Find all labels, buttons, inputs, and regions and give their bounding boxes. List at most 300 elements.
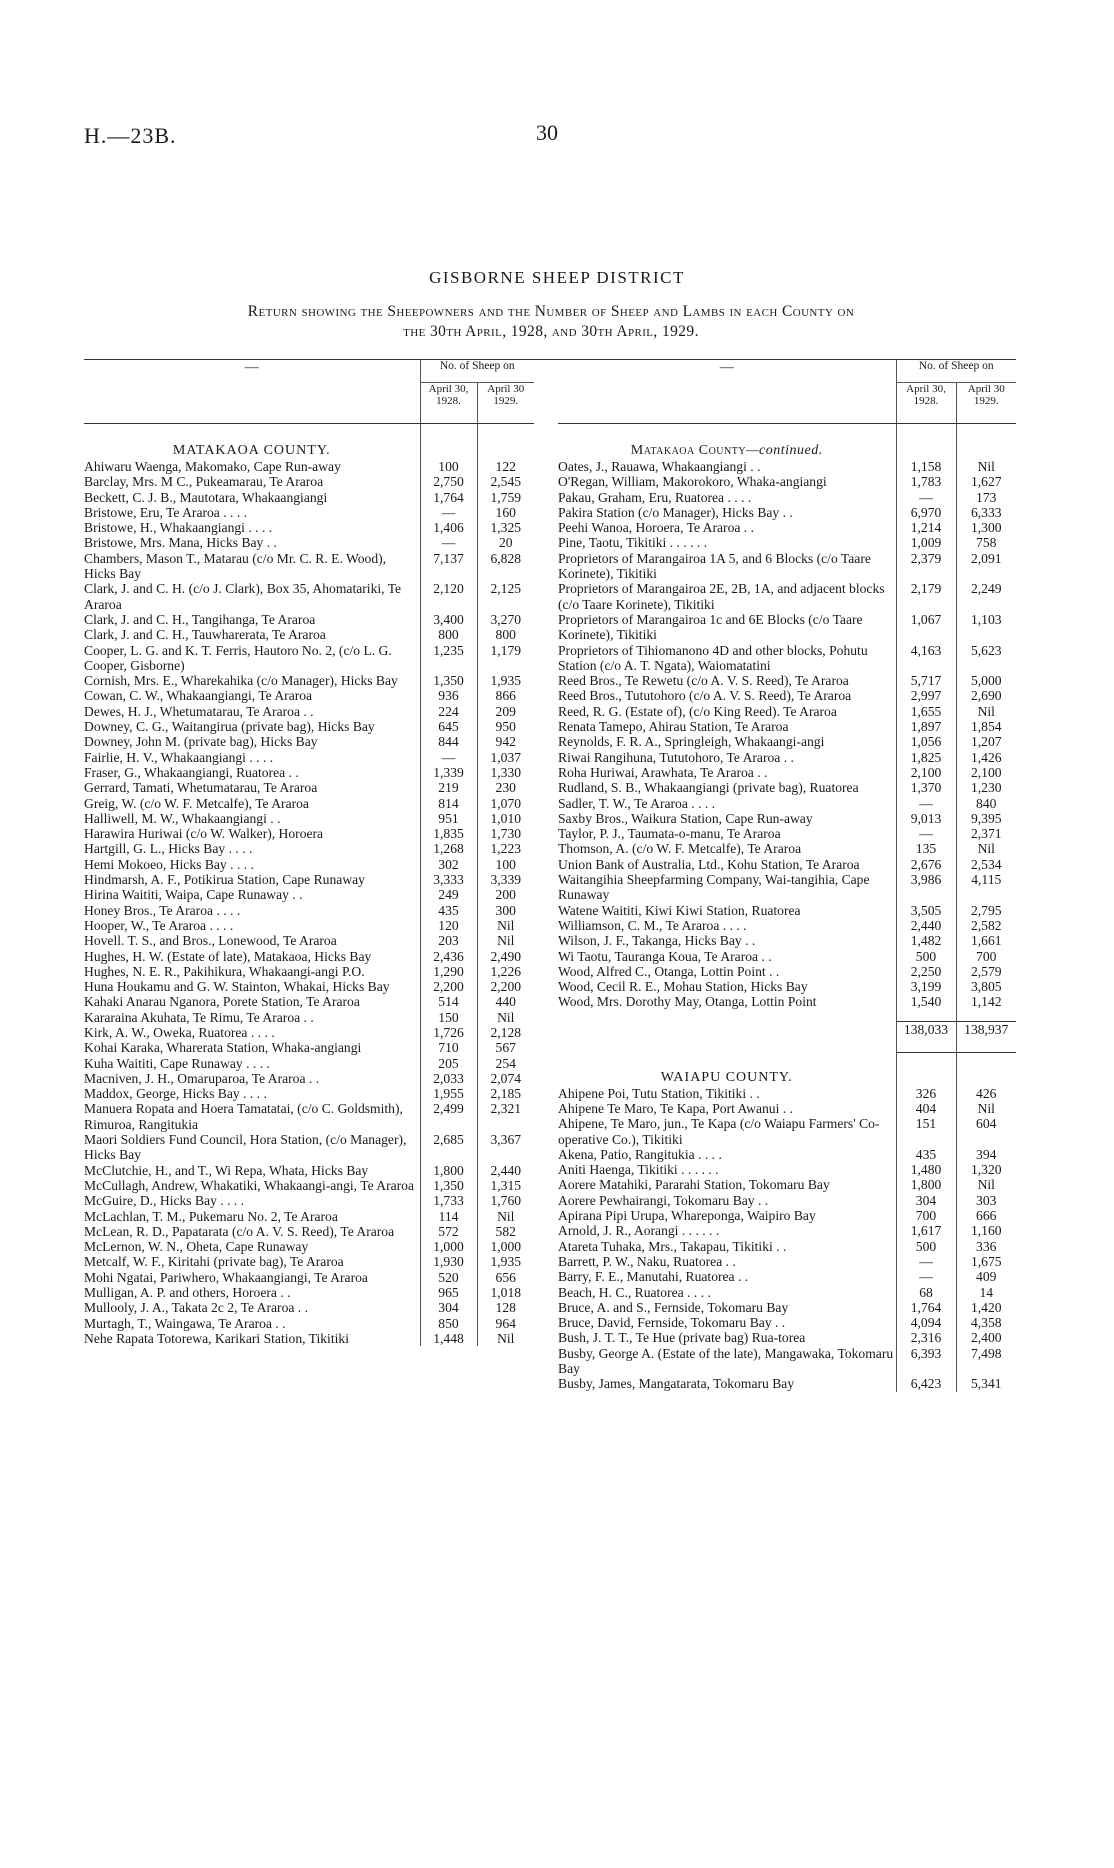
sheep-1928-cell: 1,540 (896, 994, 956, 1009)
table-row (558, 551, 1016, 582)
owner-cell: McLernon, W. N., Oheta, Cape Runaway (84, 1239, 309, 1255)
sheep-1929-cell: 3,339 (477, 872, 534, 887)
owner-cell: Reynolds, F. R. A., Springleigh, Whakaangi-angi (558, 734, 825, 750)
table-row (558, 841, 1016, 856)
owner-cell: Reed Bros., Tututohoro (c/o A. V. S. Reed), Te Araroa (558, 688, 852, 704)
table-row (84, 949, 534, 964)
table-row (558, 505, 1016, 520)
table-row (84, 918, 534, 933)
table-row (558, 1315, 1016, 1330)
table-row (84, 857, 534, 872)
sheep-1929-cell: 2,582 (956, 918, 1016, 933)
table-row (84, 1178, 534, 1193)
table-row (84, 535, 534, 550)
header-no-of-sheep: No. of Sheep on (896, 360, 1016, 383)
sheep-1929-cell: 100 (477, 857, 534, 872)
table-row (84, 673, 534, 688)
owner-cell: Fraser, G., Whakaangiangi, Ruatorea . . (84, 764, 299, 780)
document-subtitle (84, 302, 1018, 342)
owner-cell: Hirina Waititi, Waipa, Cape Runaway . . (84, 887, 303, 903)
owner-cell: Atareta Tuhaka, Mrs., Takapau, Tikitiki . . (558, 1238, 787, 1254)
sheep-1928-cell: 1,835 (420, 826, 477, 841)
table-row (558, 933, 1016, 948)
table-row (84, 505, 534, 520)
sheep-1929-cell: 409 (956, 1269, 1016, 1284)
table-row (558, 949, 1016, 964)
sheep-1929-cell: 128 (477, 1300, 534, 1315)
county-heading: MATAKAOA COUNTY. (172, 443, 331, 458)
sheep-1929-cell: 1,223 (477, 841, 534, 856)
sheep-1929-cell: 2,074 (477, 1071, 534, 1086)
sheep-1929-cell: 7,498 (956, 1346, 1016, 1377)
table-row (558, 1269, 1016, 1284)
sheep-1928-cell: 6,393 (896, 1346, 956, 1377)
table-row (84, 826, 534, 841)
sheep-1929-cell: 1,160 (956, 1223, 1016, 1238)
sheep-1928-cell: 302 (420, 857, 477, 872)
subtitle-line-2: the 30th April, 1928, and 30th April, 1929. (403, 323, 699, 340)
owner-cell: Cowan, C. W., Whakaangiangi, Te Araroa (84, 688, 313, 704)
sheep-1928-cell: 9,013 (896, 811, 956, 826)
owner-cell: Fairlie, H. V., Whakaangiangi . . . . (84, 749, 274, 765)
table-row (558, 1285, 1016, 1300)
continued-label: —continued. (746, 443, 823, 458)
sheep-1929-cell: 2,440 (477, 1163, 534, 1178)
sheep-1929-cell: 2,091 (956, 551, 1016, 582)
table-row (558, 780, 1016, 795)
sheep-1929-cell: 3,367 (477, 1132, 534, 1163)
table-row (558, 872, 1016, 903)
owner-cell: Nehe Rapata Totorewa, Karikari Station, Tikitiki (84, 1330, 349, 1346)
sheep-1928-cell: 1,764 (896, 1300, 956, 1315)
sheep-1928-cell: 249 (420, 887, 477, 902)
owner-cell: Barclay, Mrs. M C., Pukeamarau, Te Araroa (84, 474, 324, 490)
sheep-1928-cell: 2,120 (420, 581, 477, 612)
table-row (558, 765, 1016, 780)
sheep-1929-cell: 700 (956, 949, 1016, 964)
owner-cell: Saxby Bros., Waikura Station, Cape Run-away (558, 810, 813, 826)
sheep-1928-cell: 1,214 (896, 520, 956, 535)
sheep-1929-cell: 160 (477, 505, 534, 520)
owner-cell: Union Bank of Australia, Ltd., Kohu Station, Te Araroa (558, 856, 860, 872)
table-row (558, 734, 1016, 749)
table-row (84, 490, 534, 505)
table-row (558, 1177, 1016, 1192)
sheep-1929-cell: 336 (956, 1239, 1016, 1254)
sheep-1929-cell: 800 (477, 627, 534, 642)
owner-cell: McCullagh, Andrew, Whakatiki, Whakaangi-angi, Te Araroa (84, 1177, 414, 1193)
sheep-1929-cell: 1,300 (956, 520, 1016, 535)
owner-cell: Downey, John M. (private bag), Hicks Bay (84, 734, 318, 750)
owner-cell: Wood, Mrs. Dorothy May, Otanga, Lottin Point (558, 994, 817, 1010)
table-row (558, 1376, 1016, 1391)
sheep-1928-cell: 1,290 (420, 964, 477, 979)
table-row (84, 841, 534, 856)
owner-cell: Aorere Pewhairangi, Tokomaru Bay . . (558, 1192, 769, 1208)
table-row (84, 903, 534, 918)
sheep-1929-cell: 5,000 (956, 673, 1016, 688)
table-row (84, 1010, 534, 1025)
header-dash: — (558, 360, 896, 424)
table-row (558, 1300, 1016, 1315)
sheep-1929-cell: Nil (956, 1177, 1016, 1192)
sheep-1928-cell: 1,825 (896, 750, 956, 765)
sheep-1929-cell: 122 (477, 459, 534, 474)
sheep-1928-cell: 203 (420, 933, 477, 948)
sheep-1929-cell: 6,828 (477, 551, 534, 582)
owner-cell: Thomson, A. (c/o W. F. Metcalfe), Te Araroa (558, 841, 802, 857)
sheep-1928-cell: 2,750 (420, 474, 477, 489)
owner-cell: Ahiwaru Waenga, Makomako, Cape Run-away (84, 459, 341, 474)
sheep-1928-cell: 1,897 (896, 719, 956, 734)
sheep-1929-cell: 254 (477, 1056, 534, 1071)
sheep-1928-cell: 2,499 (420, 1101, 477, 1132)
sheep-1929-cell: 1,935 (477, 1254, 534, 1269)
sheep-1928-cell: — (420, 750, 477, 765)
sheep-1928-cell: 1,480 (896, 1162, 956, 1177)
owner-cell: Cooper, L. G. and K. T. Ferris, Hautoro No. 2, (c/o L. G. Cooper, Gisborne) (84, 642, 392, 673)
sheep-1928-cell: 1,800 (420, 1163, 477, 1178)
table-row (558, 796, 1016, 811)
sheep-1929-cell: 2,100 (956, 765, 1016, 780)
sheep-1928-cell: 1,235 (420, 643, 477, 674)
sheep-1928-cell: 326 (896, 1086, 956, 1101)
table-row (84, 704, 534, 719)
owner-cell: McClutchie, H., and T., Wi Repa, Whata, Hicks Bay (84, 1162, 369, 1178)
owner-cell: Gerrard, Tamati, Whetumatarau, Te Araroa (84, 780, 318, 796)
sheep-1928-cell: — (896, 1269, 956, 1284)
table-row (84, 1239, 534, 1254)
table-row (84, 765, 534, 780)
table-row (558, 520, 1016, 535)
sheep-1929-cell: 2,125 (477, 581, 534, 612)
table-row (84, 1270, 534, 1285)
sheep-1929-cell: 1,179 (477, 643, 534, 674)
table-row (558, 704, 1016, 719)
owner-cell: Cornish, Mrs. E., Wharekahika (c/o Manager), Hicks Bay (84, 673, 398, 689)
sheep-1928-cell: 500 (896, 1239, 956, 1254)
sheep-1929-cell: 1,760 (477, 1193, 534, 1208)
table-row (84, 1254, 534, 1269)
table-row (558, 1330, 1016, 1345)
owner-cell: Reed Bros., Te Rewetu (c/o A. V. S. Reed), Te Araroa (558, 673, 849, 689)
sheep-1928-cell: 2,200 (420, 979, 477, 994)
sheep-1929-cell: 209 (477, 704, 534, 719)
table-row (558, 1208, 1016, 1223)
owner-cell: Roha Huriwai, Arawhata, Te Araroa . . (558, 764, 768, 780)
sheep-1929-cell: 6,333 (956, 505, 1016, 520)
sheep-1929-cell: 1,627 (956, 474, 1016, 489)
owner-cell: Peehi Wanoa, Horoera, Te Araroa . . (558, 520, 754, 536)
table-row (558, 903, 1016, 918)
county-heading: WAIAPU COUNTY. (660, 1069, 793, 1085)
table-row (558, 857, 1016, 872)
sheep-1929-cell: 1,315 (477, 1178, 534, 1193)
sheep-1929-cell: 2,490 (477, 949, 534, 964)
sheep-1929-cell: Nil (477, 1331, 534, 1346)
sheep-1929-cell: 426 (956, 1086, 1016, 1101)
owner-cell: Apirana Pipi Urupa, Whareponga, Waipiro Bay (558, 1208, 816, 1224)
sheep-1929-cell: 840 (956, 796, 1016, 811)
sheep-1928-cell: 1,655 (896, 704, 956, 719)
sheep-1928-cell: 951 (420, 811, 477, 826)
sheep-1928-cell: 219 (420, 780, 477, 795)
sheep-1929-cell: 1,325 (477, 520, 534, 535)
sheep-1929-cell: 2,185 (477, 1086, 534, 1101)
owner-cell: Akena, Patio, Rangitukia . . . . (558, 1146, 722, 1162)
owner-cell: Huna Houkamu and G. W. Stainton, Whakai, Hicks Bay (84, 979, 390, 995)
owner-cell: Clark, J. and C. H., Tangihanga, Te Araroa (84, 611, 316, 627)
page-number: 30 (536, 120, 558, 145)
sheep-1928-cell: 800 (420, 627, 477, 642)
sheep-1928-cell: 2,033 (420, 1071, 477, 1086)
table-row (558, 612, 1016, 643)
table-row (84, 750, 534, 765)
sheep-1928-cell: 404 (896, 1101, 956, 1116)
owner-cell: Chambers, Mason T., Matarau (c/o Mr. C. R. E. Wood), Hicks Bay (84, 550, 387, 582)
sheep-1929-cell: 440 (477, 994, 534, 1009)
sheep-1928-cell: 2,179 (896, 581, 956, 612)
sheep-1928-cell: 435 (420, 903, 477, 918)
owner-cell: Dewes, H. J., Whetumatarau, Te Araroa . . (84, 703, 314, 719)
sheep-1928-cell: 150 (420, 1010, 477, 1025)
sheep-1928-cell: 3,505 (896, 903, 956, 918)
sheep-1928-cell: 1,056 (896, 734, 956, 749)
owner-cell: Kuha Waititi, Cape Runaway . . . . (84, 1055, 270, 1071)
table-row (84, 581, 534, 612)
sheep-1928-cell: 3,400 (420, 612, 477, 627)
sheep-1929-cell: 1,330 (477, 765, 534, 780)
owner-cell: Kahaki Anarau Nganora, Porete Station, Te Araroa (84, 994, 360, 1010)
table-row (558, 1254, 1016, 1269)
owner-cell: Metcalf, W. F., Kiritahi (private bag), Te Araroa (84, 1254, 344, 1270)
sheep-1929-cell: 2,321 (477, 1101, 534, 1132)
sheep-1929-cell: Nil (477, 1010, 534, 1025)
table-row (558, 490, 1016, 505)
sheep-1929-cell: 230 (477, 780, 534, 795)
sheep-1928-cell: 936 (420, 688, 477, 703)
owner-cell: McLean, R. D., Papatarata (c/o A. V. S. Reed), Te Araroa (84, 1223, 395, 1239)
owner-cell: Harawira Huriwai (c/o W. Walker), Horoera (84, 826, 324, 842)
table-row (558, 918, 1016, 933)
owner-cell: Wilson, J. F., Takanga, Hicks Bay . . (558, 933, 756, 949)
sheep-1928-cell: 1,726 (420, 1025, 477, 1040)
table-row (558, 826, 1016, 841)
table-row (84, 1163, 534, 1178)
sheep-1929-cell: 2,371 (956, 826, 1016, 841)
document-title: GISBORNE SHEEP DISTRICT (429, 268, 685, 287)
sheep-1929-cell: 758 (956, 535, 1016, 550)
sheep-1929-cell: 2,534 (956, 857, 1016, 872)
owner-cell: Greig, W. (c/o W. F. Metcalfe), Te Araroa (84, 795, 309, 811)
sheep-1929-cell: 1,070 (477, 796, 534, 811)
header-no-of-sheep: No. of Sheep on (420, 360, 534, 383)
sheep-1928-cell: 114 (420, 1209, 477, 1224)
sheep-1929-cell: 3,805 (956, 979, 1016, 994)
sheep-1929-cell: 1,010 (477, 811, 534, 826)
table-row (84, 1132, 534, 1163)
table-row (558, 474, 1016, 489)
sheep-1929-cell: 582 (477, 1224, 534, 1239)
sheep-1929-cell: 200 (477, 887, 534, 902)
sheep-1929-cell: 1,854 (956, 719, 1016, 734)
sheep-1929-cell: Nil (477, 1209, 534, 1224)
owner-cell: Taylor, P. J., Taumata-o-manu, Te Araroa (558, 826, 781, 842)
sheep-1928-cell: 1,783 (896, 474, 956, 489)
subtitle-line-1: Return showing the Sheepowners and the Number of Sheep and Lambs in each County on (247, 303, 855, 320)
sheep-1929-cell: 20 (477, 535, 534, 550)
sheep-1929-cell: 1,000 (477, 1239, 534, 1254)
owner-cell: Wi Taotu, Tauranga Koua, Te Araroa . . (558, 948, 772, 964)
sheep-1928-cell: 4,094 (896, 1315, 956, 1330)
sheep-1929-cell: 394 (956, 1147, 1016, 1162)
header-1928: April 30, 1928. (896, 383, 956, 424)
owner-cell: Maddox, George, Hicks Bay . . . . (84, 1086, 267, 1102)
sheep-1929-cell: 1,661 (956, 933, 1016, 948)
table-row (84, 1224, 534, 1239)
sheep-1928-cell: 700 (896, 1208, 956, 1223)
sheep-1928-cell: 1,339 (420, 765, 477, 780)
table-row (558, 673, 1016, 688)
sheep-1929-cell: 3,270 (477, 612, 534, 627)
sheep-1928-cell: 645 (420, 719, 477, 734)
table-row (558, 1162, 1016, 1177)
table-row (84, 551, 534, 582)
sheep-1928-cell: 151 (896, 1116, 956, 1147)
table-row (84, 459, 534, 474)
sheep-1928-cell: 1,350 (420, 1178, 477, 1193)
table-row (558, 1086, 1016, 1101)
sheep-1928-cell: — (896, 490, 956, 505)
table-row (84, 627, 534, 642)
sheep-1929-cell: 1,018 (477, 1285, 534, 1300)
sheep-1928-cell: 850 (420, 1316, 477, 1331)
sheep-1928-cell: 1,268 (420, 841, 477, 856)
sheep-1929-cell: 2,249 (956, 581, 1016, 612)
sheep-1929-cell: 2,200 (477, 979, 534, 994)
sheep-1928-cell: 1,406 (420, 520, 477, 535)
sheep-1928-cell: 1,800 (896, 1177, 956, 1192)
owner-cell: Oates, J., Rauawa, Whakaangiangi . . (558, 459, 761, 474)
table-row (558, 581, 1016, 612)
table-row (558, 811, 1016, 826)
table-row (558, 964, 1016, 979)
owner-cell: Ahipene Te Maro, Te Kapa, Port Awanui . . (558, 1100, 793, 1116)
sheep-1928-cell: 514 (420, 994, 477, 1009)
owner-cell: Murtagh, T., Waingawa, Te Araroa . . (84, 1315, 286, 1331)
owner-cell: Proprietors of Tihiomanono 4D and other blocks, Pohutu Station (c/o A. T. Ngata), Waiomatatini (558, 642, 868, 673)
sheep-1928-cell: 2,436 (420, 949, 477, 964)
owner-cell: Mohi Ngatai, Pariwhero, Whakaangiangi, Te Araroa (84, 1269, 368, 1285)
owner-cell: Hovell. T. S., and Bros., Lonewood, Te Araroa (84, 933, 337, 949)
owner-cell: Riwai Rangihuna, Tututohoro, Te Araroa . . (558, 749, 794, 765)
sheep-1928-cell: 7,137 (420, 551, 477, 582)
sheep-1929-cell: 303 (956, 1193, 1016, 1208)
owner-cell: O'Regan, William, Makorokoro, Whaka-angiangi (558, 474, 827, 490)
sheep-1928-cell: 304 (420, 1300, 477, 1315)
owner-cell: Honey Bros., Te Araroa . . . . (84, 902, 241, 918)
owner-cell: Waitangihia Sheepfarming Company, Wai-tangihia, Cape Runaway (558, 872, 870, 903)
owner-cell: Mullooly, J. A., Takata 2c 2, Te Araroa . . (84, 1300, 308, 1316)
sheep-1929-cell: 1,207 (956, 734, 1016, 749)
sheep-1929-cell: 1,103 (956, 612, 1016, 643)
owner-cell: Bristowe, Mrs. Mana, Hicks Bay . . (84, 535, 277, 551)
table-row (558, 1239, 1016, 1254)
sheep-1929-cell: 173 (956, 490, 1016, 505)
sheep-1929-cell: Nil (956, 704, 1016, 719)
sheep-1928-cell: 572 (420, 1224, 477, 1239)
owner-cell: Kirk, A. W., Oweka, Ruatorea . . . . (84, 1024, 275, 1040)
owner-cell: Hughes, H. W. (Estate of late), Matakaoa, Hicks Bay (84, 948, 372, 964)
sheep-1928-cell: 710 (420, 1040, 477, 1055)
owner-cell: Bush, J. T. T., Te Hue (private bag) Rua-torea (558, 1330, 806, 1346)
owner-cell: Bristowe, H., Whakaangiangi . . . . (84, 520, 273, 536)
table-row (84, 719, 534, 734)
table-row (558, 1193, 1016, 1208)
table-row (558, 1223, 1016, 1238)
header-1929: April 30 1929. (956, 383, 1016, 424)
table-row (558, 688, 1016, 703)
sheep-1928-cell: 304 (896, 1193, 956, 1208)
sheep-1929-cell: 5,623 (956, 643, 1016, 674)
sheep-1928-cell: 1,067 (896, 612, 956, 643)
sheep-1929-cell: 2,795 (956, 903, 1016, 918)
sheep-1928-cell: 5,717 (896, 673, 956, 688)
owner-cell: McLachlan, T. M., Pukemaru No. 2, Te Araroa (84, 1208, 338, 1224)
sheep-1929-cell: 4,358 (956, 1315, 1016, 1330)
sheep-1928-cell: 2,316 (896, 1330, 956, 1345)
owner-cell: Hemi Mokoeo, Hicks Bay . . . . (84, 856, 254, 872)
sheep-1929-cell: 2,690 (956, 688, 1016, 703)
sheep-1928-cell: 4,163 (896, 643, 956, 674)
table-row (558, 994, 1016, 1009)
table-row (558, 979, 1016, 994)
sheep-1928-cell: 1,764 (420, 490, 477, 505)
sheep-1928-cell: 2,379 (896, 551, 956, 582)
county-name: Matakaoa County (630, 443, 747, 458)
sheep-1928-cell: 6,970 (896, 505, 956, 520)
sheep-1929-cell: 1,320 (956, 1162, 1016, 1177)
table-row (84, 1071, 534, 1086)
sheep-1929-cell: 300 (477, 903, 534, 918)
table-row (558, 1346, 1016, 1377)
sheep-1928-cell: — (896, 796, 956, 811)
table-row (558, 643, 1016, 674)
sheep-1928-cell: 1,955 (420, 1086, 477, 1101)
sheep-1928-cell: 1,930 (420, 1254, 477, 1269)
table-row (84, 780, 534, 795)
table-row (84, 734, 534, 749)
sheep-1928-cell: 1,158 (896, 459, 956, 474)
sheep-1929-cell: 567 (477, 1040, 534, 1055)
sheep-1929-cell: 1,730 (477, 826, 534, 841)
sheep-1928-cell: 2,997 (896, 688, 956, 703)
table-row (558, 459, 1016, 474)
owner-cell: Hughes, N. E. R., Pakihikura, Whakaangi-angi P.O. (84, 963, 365, 979)
sheep-1928-cell: 6,423 (896, 1376, 956, 1391)
owner-cell: Mulligan, A. P. and others, Horoera . . (84, 1285, 291, 1301)
sheep-1928-cell: 1,000 (420, 1239, 477, 1254)
owner-cell: Downey, C. G., Waitangirua (private bag), Hicks Bay (84, 719, 375, 735)
owner-cell: Aorere Matahiki, Pararahi Station, Tokomaru Bay (558, 1177, 830, 1193)
sheep-1929-cell: 1,230 (956, 780, 1016, 795)
sheep-1929-cell: 1,226 (477, 964, 534, 979)
owner-cell: Renata Tamepo, Ahirau Station, Te Araroa (558, 719, 789, 735)
left-sheep-table (84, 360, 534, 1346)
owner-cell: Clark, J. and C. H. (c/o J. Clark), Box 35, Ahomatariki, Te Araroa (84, 581, 402, 612)
table-row (84, 1056, 534, 1071)
owner-cell: Reed, R. G. (Estate of), (c/o King Reed). Te Araroa (558, 703, 837, 719)
